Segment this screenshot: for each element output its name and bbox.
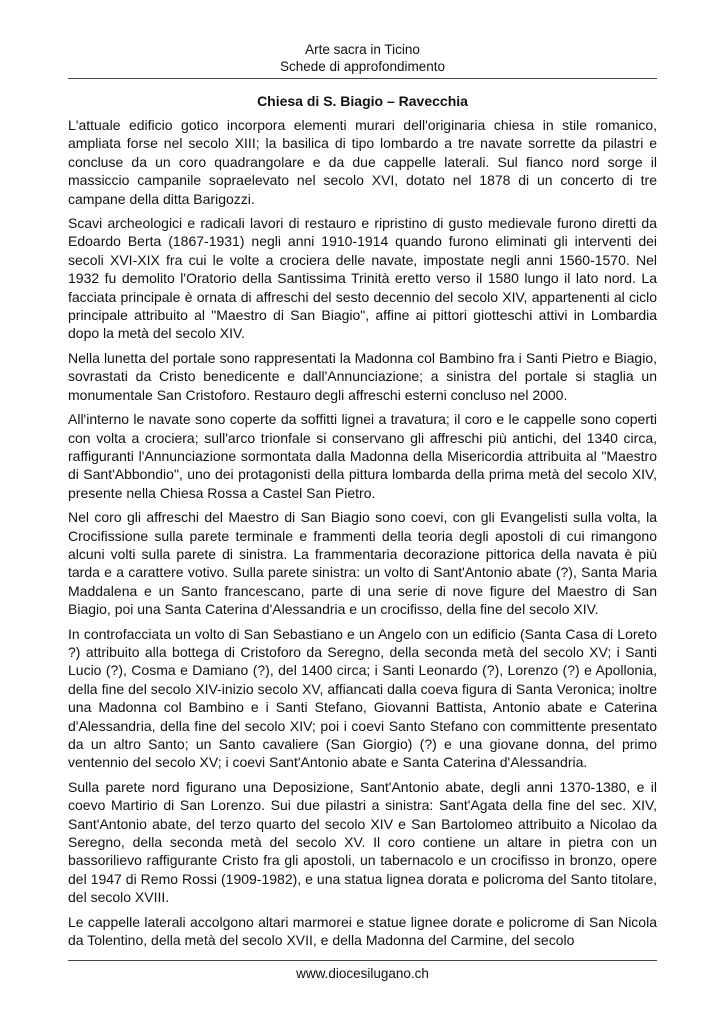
- paragraph: All'interno le navate sono coperte da soffitti lignei a travatura; il coro e le cappelle sono coperti con volta a crociera; sull'arco trionfale si conservano gli affreschi più antichi, del 1340 circa, raffiguranti l'Annunciazione sormontata dalla Madonna della Misericordia attribuita al "Maestro di Sant'Abbondio", uno dei protagonisti della pittura lombarda della prima metà del secolo XIV, presente nella Chiesa Rossa a Castel San Pietro.: [68, 411, 657, 501]
- paragraph: Sulla parete nord figurano una Deposizione, Sant'Antonio abate, degli anni 1370-1380, e il coevo Martirio di San Lorenzo. Sui due pilastri a sinistra: Sant'Agata della fine del sec. XIV, Sant'Antonio abate, del terzo quarto del secolo XIV e San Bartolomeo attribuito a Nicolao da Seregno, della seconda metà del secolo XV. Il coro contiene un altare in pietra con un bassorilievo raffigurante Cristo fra gli apostoli, un tabernacolo e un crocifisso in bronzo, opere del 1947 di Remo Rossi (1909-1982), e una statua lignea dorata e policroma del Santo titolare, del secolo XVIII.: [68, 778, 657, 906]
- paragraph: Nel coro gli affreschi del Maestro di San Biagio sono coevi, con gli Evangelisti sulla volta, la Crocifissione sulla parete terminale e frammenti della teoria degli apostoli di cui rimangono alcuni volti sulla parete di sinistra. La frammentaria decorazione pittorica della navata è più tarda e a carattere votivo. Sulla parete sinistra: un volto di Sant'Antonio abate (?), Santa Maria Maddalena e un Santo francescano, parte di una serie di nove figure del Maestro di San Biagio, poi una Santa Caterina d'Alessandria e un crocifisso, della fine del secolo XIV.: [68, 509, 657, 618]
- footer-divider: [68, 960, 657, 961]
- paragraph: In controfacciata un volto di San Sebastiano e un Angelo con un edificio (Santa Casa di Loreto ?) attribuito alla bottega di Cristoforo da Seregno, della seconda metà del secolo XV; i Santi Lucio (?), Cosma e Damiano (?), del 1400 circa; i Santi Leonardo (?), Lorenzo (?) e Apollonia, della fine del secolo XIV-inizio secolo XV, affiancati dalla coeva figura di Santa Veronica; inoltre una Madonna col Bambino e i Santi Stefano, Giovanni Battista, Antonio abate e Caterina d'Alessandria, della fine del secolo XIV; poi i coevi Santo Stefano con committente presentato da un altro Santo; un Santo cavaliere (San Giorgio) (?) e una giovane donna, del primo ventennio del secolo XV; i coevi Sant'Antonio abate e Santa Caterina d'Alessandria.: [68, 625, 657, 771]
- paragraph: Le cappelle laterali accolgono altari marmorei e statue lignee dorate e policrome di San Nicola da Tolentino, della metà del secolo XVII, e della Madonna del Carmine, del secolo: [68, 913, 657, 949]
- document-body: [68, 116, 657, 956]
- paragraph: Nella lunetta del portale sono rappresentati la Madonna col Bambino fra i Santi Pietro e Biagio, sovrastati da Cristo benedicente e dall'Annunciazione; a sinistra del portale si staglia un monumentale San Cristoforo. Restauro degli affreschi esterni concluso nel 2000.: [68, 349, 657, 403]
- document-title: Chiesa di S. Biagio – Ravecchia: [257, 93, 468, 109]
- header-line-1: Arte sacra in Ticino: [305, 42, 420, 57]
- header-line-2: Schede di approfondimento: [279, 59, 446, 74]
- paragraph: Scavi archeologici e radicali lavori di restauro e ripristino di gusto medievale furono diretti da Edoardo Berta (1867-1931) negli anni 1910-1914 quando furono eliminati gli interventi dei secoli XVI-XIX fra cui le volte a crociera delle navate, impostate negli anni 1560-1570. Nel 1932 fu demolito l'Oratorio della Santissima Trinità eretto verso il 1580 lungo il lato nord. La facciata principale è ornata di affreschi del sesto decennio del secolo XIV, appartenenti al ciclo principale attribuito al "Maestro di San Biagio", affine ai pittori giotteschi attivi in Lombardia dopo la metà del secolo XIV.: [68, 215, 657, 342]
- header-divider: [68, 78, 657, 79]
- footer-website: www.diocesilugano.ch: [296, 966, 429, 981]
- page-header: [68, 41, 657, 75]
- paragraph: L'attuale edificio gotico incorpora elementi murari dell'originaria chiesa in stile romanico, ampliata forse nel secolo XIII; la basilica di tipo lombardo a tre navate sorrette da pilastri e concluse da un coro quadrangolare e da due cappelle laterali. Sul fianco nord sorge il massiccio campanile sopraelevato nel secolo XVI, dotato nel 1878 di un concerto di tre campane della ditta Barigozzi.: [68, 117, 657, 207]
